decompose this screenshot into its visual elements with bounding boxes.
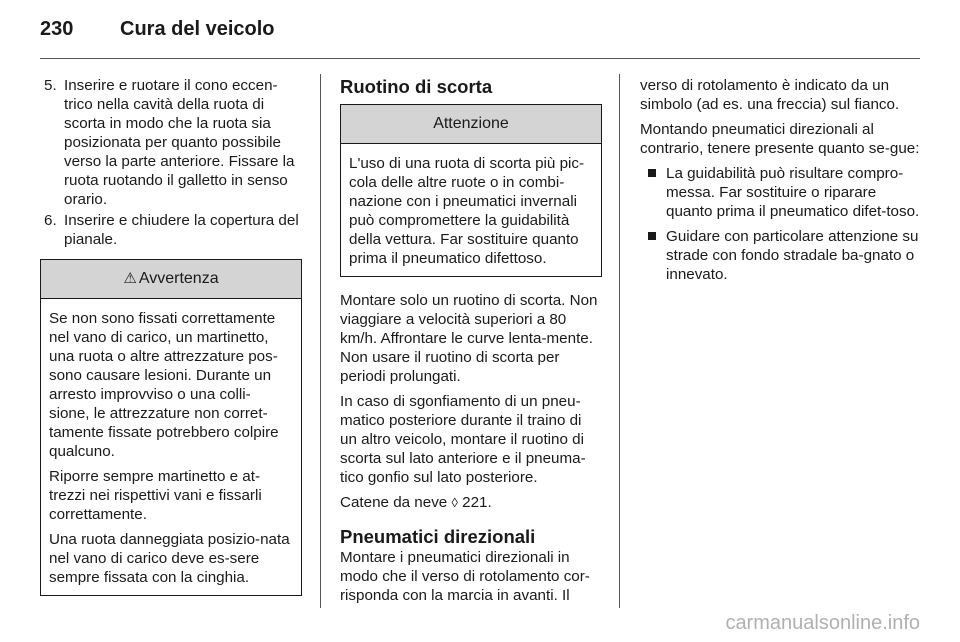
page-header — [40, 14, 920, 54]
column-2 — [340, 76, 602, 611]
list-item: 6. Inserire e chiudere la copertura del pianale. — [44, 212, 299, 248]
warning-box-header — [41, 260, 301, 299]
list-item: La guidabilità può risultare compro-messa. Far sostituire o riparare quanto prima il pneumatico difet-toso. — [640, 164, 920, 221]
bullet-square-icon — [648, 169, 656, 177]
list-item: Guidare con particolare attenzione su strade con fondo stradale ba-gnato o innevato. — [640, 227, 920, 284]
warning-triangle-icon: ⚠ — [123, 270, 137, 287]
column-3 — [640, 76, 920, 290]
section-heading: Ruotino di scorta — [340, 76, 493, 97]
page-number: 230 — [40, 18, 74, 40]
bullet-list — [640, 164, 920, 284]
header-rule — [40, 58, 920, 59]
warning-box — [40, 259, 302, 596]
section-heading: Pneumatici direzionali — [340, 526, 536, 547]
caution-text: L'uso di una ruota di scorta più pic-cola delle altre ruote o in combi-nazione con i pneumatici invernali può compromettere la guidabilità della vettura. Far sostituire quanto prima il pneumatico difettoso. — [349, 155, 585, 267]
caution-box — [340, 104, 602, 277]
paragraph: Montando pneumatici direzionali al contrario, tenere presente quanto se-gue: — [640, 121, 920, 157]
warning-paragraph: Riporre sempre martinetto e at-trezzi nei rispettivi vani e fissarli correttamente. — [49, 468, 262, 523]
warning-paragraph: Se non sono fissati correttamente nel vano di carico, un martinetto, una ruota o altre attrezzature pos-sono causare lesioni. Durante un arresto improvviso o una colli-sione, le attrezzature non corret-tamente fissate potrebbero colpire qualcuno. — [49, 310, 279, 460]
snow-chains-reference: Catene da neve ◊ 221. — [340, 494, 492, 511]
caution-box-header: Attenzione — [341, 105, 601, 144]
column-1 — [40, 76, 302, 596]
page-title: Cura del veicolo — [120, 18, 275, 40]
watermark: carmanualsonline.info — [725, 612, 920, 634]
warning-title: Avvertenza — [138, 270, 219, 287]
list-item: 5. Inserire e ruotare il cono eccen-trico nella cavità della ruota di scorta in modo che la ruota sia posizionata per quanto possibile verso la parte anteriore. Fissare la ruota ruotando il galletto in senso orario. — [44, 77, 295, 208]
page-reference-link[interactable]: 221. — [462, 494, 492, 511]
paragraph: In caso di sgonfiamento di un pneu-matico posteriore durante il traino di un altro veicolo, montare il ruotino di scorta sul lato anteriore e il pneuma-tico gonfio sul lato posteriore. — [340, 393, 586, 486]
column-divider — [320, 74, 321, 608]
page-reference-icon: ◊ — [451, 495, 458, 510]
paragraph: verso di rotolamento è indicato da un simbolo (ad es. una freccia) sul fianco. — [640, 77, 900, 113]
warning-box-body — [41, 299, 301, 595]
caution-box-body — [341, 144, 601, 276]
paragraph: Montare i pneumatici direzionali in modo che il verso di rotolamento cor-risponda con la marcia in avanti. Il — [340, 549, 590, 604]
steps-list — [40, 76, 302, 249]
paragraph: Montare solo un ruotino di scorta. Non viaggiare a velocità superiori a 80 km/h. Affrontare le curve lenta-mente. Non usare il ruotino di scorta per periodi prolungati. — [340, 292, 598, 385]
column-divider — [619, 74, 620, 608]
bullet-square-icon — [648, 232, 656, 240]
warning-paragraph: Una ruota danneggiata posizio-nata nel vano di carico deve es-sere sempre fissata con la cinghia. — [49, 531, 290, 586]
